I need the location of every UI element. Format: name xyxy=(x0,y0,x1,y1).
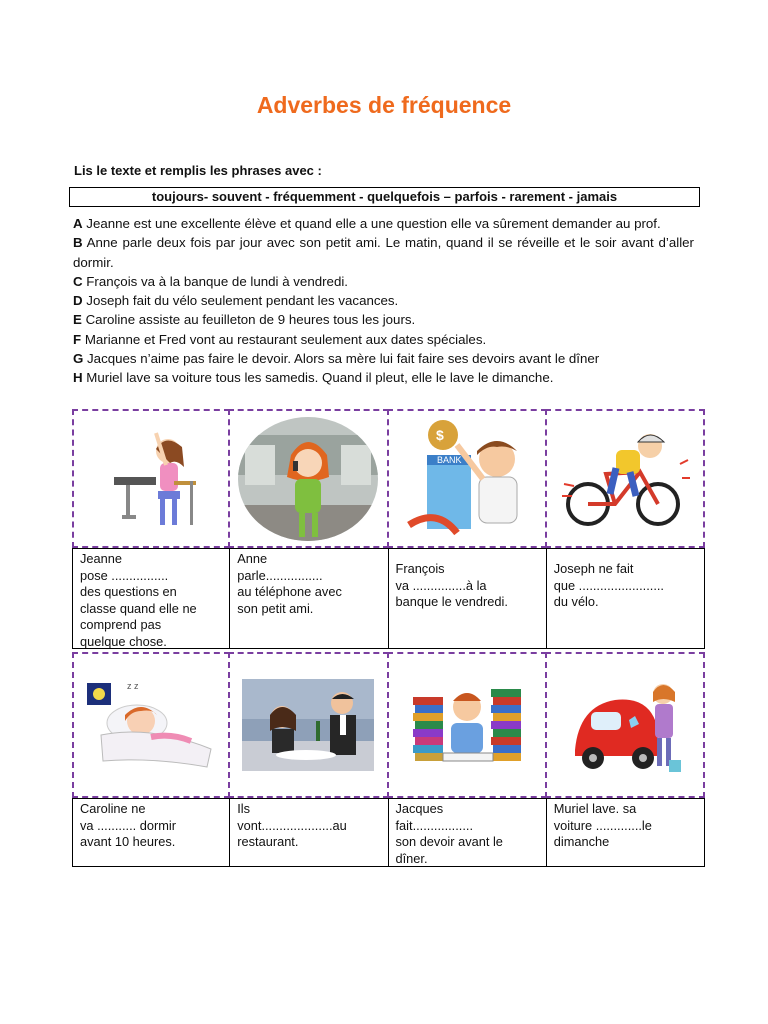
paragraph-f: F Marianne et Fred vont au restaurant seulement aux dates spéciales. xyxy=(73,331,487,347)
girl-on-phone-icon xyxy=(228,409,388,548)
paragraph-g: G Jacques n’aime pas faire le devoir. Alors sa mère lui fait faire ses devoirs avant le dîner xyxy=(73,351,600,367)
paragraph-d: D Joseph fait du vélo seulement pendant les vacances. xyxy=(73,293,399,309)
bank-sign: BANK xyxy=(436,454,462,465)
caption-joseph: Joseph ne fait que ........................ du vélo. xyxy=(546,548,705,649)
couple-at-restaurant-icon xyxy=(228,652,388,798)
man-with-money-bag-bank-icon xyxy=(387,409,547,548)
boy-on-bicycle-icon xyxy=(545,409,705,548)
word-bank: toujours- souvent - fréquemment - quelquefois – parfois - rarement - jamais xyxy=(69,187,700,207)
paragraph-h: H Muriel lave sa voiture tous les samedis. Quand il pleut, elle le lave le dimanche. xyxy=(73,370,554,386)
page-title: Adverbes de fréquence xyxy=(256,92,512,118)
paragraph-c: C François va à la banque de lundi à vendredi. xyxy=(73,273,348,289)
boy-with-books-icon xyxy=(387,652,547,798)
caption-francois: François va ...............à la banque le vendredi. xyxy=(388,548,547,649)
woman-washing-car-icon xyxy=(545,652,705,798)
story-text xyxy=(73,214,694,388)
instruction: Lis le texte et remplis les phrases avec : xyxy=(74,163,322,178)
paragraph-b: B Anne parle deux fois par jour avec son petit ami. Le matin, quand il se réveille et le soir avant d’aller dormir. xyxy=(73,235,694,270)
picture-row-1 xyxy=(72,409,705,548)
svg-text:z z: z z xyxy=(127,681,139,691)
girl-sleeping-icon xyxy=(72,652,230,798)
caption-muriel: Muriel lave. sa voiture .............le dimanche xyxy=(546,798,705,867)
caption-jeanne: Jeanne pose ................ des questions en classe quand elle ne comprend pas quelque chose. xyxy=(72,548,230,649)
caption-row-2 xyxy=(72,798,705,867)
paragraph-e: E Caroline assiste au feuilleton de 9 heures tous les jours. xyxy=(73,312,416,328)
caption-row-1 xyxy=(72,548,705,649)
svg-text:$: $ xyxy=(435,426,444,443)
student-at-desk-icon xyxy=(72,409,230,548)
caption-anne: Anne parle................ au téléphone avec son petit ami. xyxy=(229,548,388,649)
caption-caroline: Caroline ne va ........... dormir avant 10 heures. xyxy=(72,798,230,867)
picture-row-2 xyxy=(72,652,705,798)
caption-ils: Ils vont....................au restaurant. xyxy=(229,798,388,867)
caption-jacques: Jacques fait................. son devoir avant le dîner. xyxy=(388,798,547,867)
paragraph-a: A Jeanne est une excellente élève et quand elle a une question elle va sûrement demander au prof. xyxy=(73,216,661,231)
